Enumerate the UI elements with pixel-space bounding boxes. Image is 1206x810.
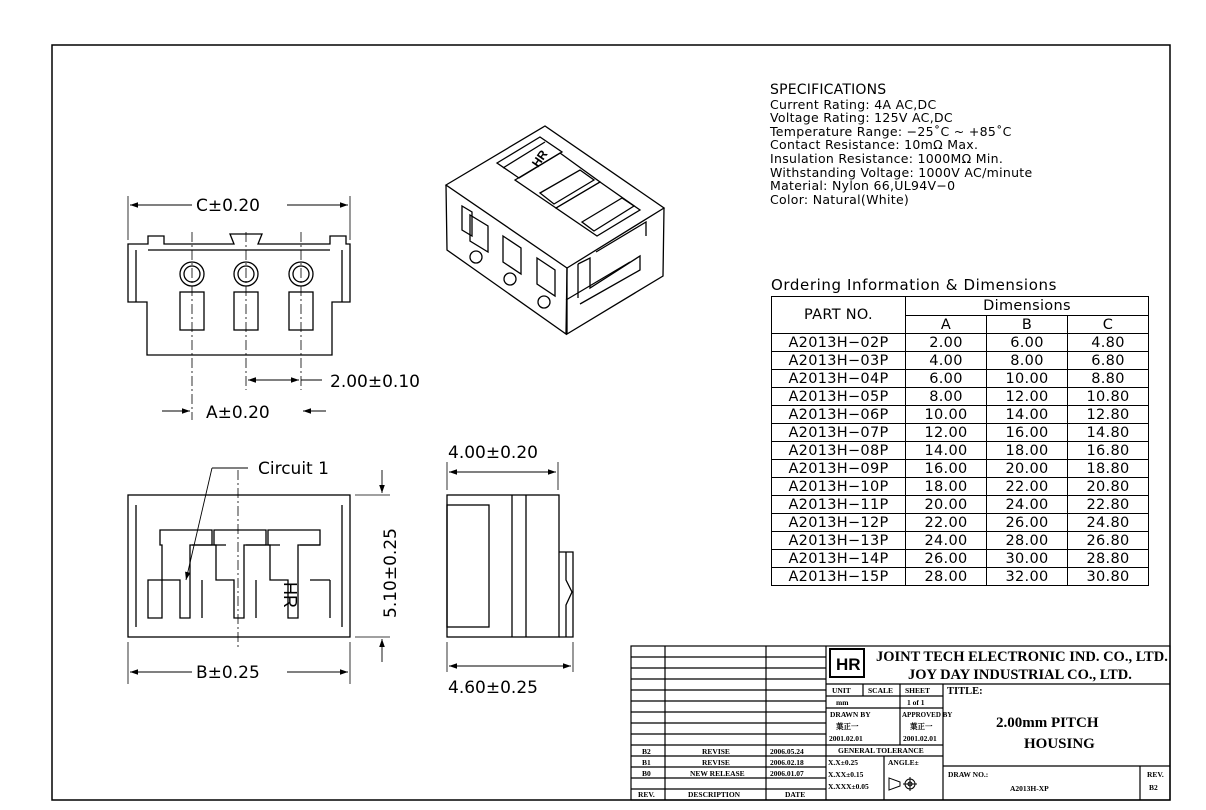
- approved-date: 2001.02.01: [903, 734, 937, 743]
- dim-depth-top: 4.00±0.20: [448, 443, 538, 463]
- scale-label: SCALE: [868, 686, 894, 695]
- dimension-cell: 32.00: [987, 568, 1068, 586]
- table-row: [772, 478, 1149, 496]
- dimension-cell: 30.00: [987, 550, 1068, 568]
- part-number-cell: A2013H−13P: [772, 532, 906, 550]
- dimension-cell: 24.00: [906, 532, 987, 550]
- dimension-cell: 22.80: [1068, 496, 1149, 514]
- dimension-cell: 28.80: [1068, 550, 1149, 568]
- dimension-cell: 22.00: [987, 478, 1068, 496]
- dimension-cell: 20.00: [906, 496, 987, 514]
- dimension-cell: 2.00: [906, 334, 987, 352]
- dimension-cell: 6.80: [1068, 352, 1149, 370]
- drawing-no: A2013H-XP: [1010, 784, 1049, 793]
- dimension-cell: 8.80: [1068, 370, 1149, 388]
- part-number-cell: A2013H−14P: [772, 550, 906, 568]
- dimensions-header: Dimensions: [906, 297, 1149, 316]
- dimension-cell: 12.00: [906, 424, 987, 442]
- part-number-cell: A2013H−09P: [772, 460, 906, 478]
- unit-label: UNIT: [832, 686, 851, 695]
- part-number-cell: A2013H−02P: [772, 334, 906, 352]
- dimension-cell: 28.00: [987, 532, 1068, 550]
- dimension-cell: 6.00: [906, 370, 987, 388]
- dim-a: A±0.20: [206, 403, 270, 423]
- dimension-cell: 14.80: [1068, 424, 1149, 442]
- spec-line: Voltage Rating: 125V AC,DC: [770, 110, 953, 126]
- dimension-cell: 20.00: [987, 460, 1068, 478]
- tolerance-label: GENERAL TOLERANCE: [838, 746, 924, 755]
- drawing-no-label: DRAW NO.:: [948, 770, 989, 779]
- dimension-cell: 8.00: [987, 352, 1068, 370]
- desc-header: DESCRIPTION: [688, 790, 741, 799]
- dimension-cell: 4.00: [906, 352, 987, 370]
- dim-depth-bottom: 4.60±0.25: [448, 678, 538, 698]
- dim-height: 5.10±0.25: [381, 528, 401, 618]
- dimension-cell: 4.80: [1068, 334, 1149, 352]
- iso-hr-mark: HR: [528, 147, 551, 170]
- spec-line: Current Rating: 4A AC,DC: [770, 96, 937, 112]
- spec-line: Color: Natural(White): [770, 191, 910, 207]
- dimension-cell: 16.00: [987, 424, 1068, 442]
- title-label: TITLE:: [947, 686, 983, 697]
- part-number-cell: A2013H−10P: [772, 478, 906, 496]
- drawn-by-label: DRAWN BY: [830, 710, 871, 719]
- approved-by-name: 葉正一: [910, 722, 933, 731]
- table-row: [772, 514, 1149, 532]
- front-view: [128, 196, 350, 420]
- dimension-cell: 18.00: [987, 442, 1068, 460]
- dimension-cell: 24.80: [1068, 514, 1149, 532]
- rev-b0-desc: NEW RELEASE: [690, 769, 745, 778]
- table-row: [772, 532, 1149, 550]
- sheet-value: 1 of 1: [907, 698, 925, 707]
- unit-value: mm: [836, 698, 849, 707]
- dimension-cell: 30.80: [1068, 568, 1149, 586]
- dimension-cell: 10.80: [1068, 388, 1149, 406]
- dimension-cell: 24.00: [987, 496, 1068, 514]
- spec-line: Insulation Resistance: 1000MΩ Min.: [770, 150, 1004, 166]
- title-line-1: 2.00mm PITCH: [996, 715, 1099, 731]
- top-hr-mark: HR: [280, 582, 300, 608]
- dimension-cell: 6.00: [987, 334, 1068, 352]
- rev-b1-code: B1: [642, 758, 651, 767]
- table-row: [772, 388, 1149, 406]
- table-row: [772, 352, 1149, 370]
- dimension-cell: 26.00: [906, 550, 987, 568]
- part-number-cell: A2013H−12P: [772, 514, 906, 532]
- company-name-1: JOINT TECH ELECTRONIC IND. CO., LTD.: [876, 649, 1168, 665]
- specifications-block: [770, 84, 1032, 206]
- rev-label-right: REV.: [1147, 770, 1164, 779]
- part-number-cell: A2013H−03P: [772, 352, 906, 370]
- part-no-header: PART NO.: [772, 297, 906, 334]
- dimension-cell: 26.00: [987, 514, 1068, 532]
- col-c-header: C: [1068, 316, 1149, 334]
- dimensions-table: [771, 296, 1149, 586]
- tolerance-2: X.XX±0.15: [828, 770, 864, 779]
- rev-b1-desc: REVISE: [702, 758, 730, 767]
- date-header: DATE: [785, 790, 806, 799]
- dimension-cell: 18.00: [906, 478, 987, 496]
- spec-line: Material: Nylon 66,UL94V−0: [770, 178, 956, 194]
- title-line-2: HOUSING: [1024, 736, 1095, 752]
- specs-heading: SPECIFICATIONS: [770, 82, 887, 98]
- table-row: [772, 550, 1149, 568]
- dimension-cell: 12.00: [987, 388, 1068, 406]
- rev-b2-date: 2006.05.24: [770, 747, 804, 756]
- sheet-label: SHEET: [905, 686, 931, 695]
- dimension-cell: 20.80: [1068, 478, 1149, 496]
- dimension-cell: 14.00: [906, 442, 987, 460]
- drawn-date: 2001.02.01: [829, 734, 863, 743]
- table-row: [772, 460, 1149, 478]
- col-b-header: B: [987, 316, 1068, 334]
- projection-symbol-icon: [889, 777, 917, 791]
- dimension-cell: 26.80: [1068, 532, 1149, 550]
- rev-b1-date: 2006.02.18: [770, 758, 804, 767]
- dimension-cell: 28.00: [906, 568, 987, 586]
- rev-header: REV.: [638, 790, 655, 799]
- title-logo-icon: HR: [836, 655, 861, 674]
- tolerance-3: X.XXX±0.05: [828, 782, 869, 791]
- dimension-cell: 18.80: [1068, 460, 1149, 478]
- isometric-view: [446, 126, 664, 334]
- top-view: [128, 468, 390, 684]
- dimension-cell: 22.00: [906, 514, 987, 532]
- part-number-cell: A2013H−04P: [772, 370, 906, 388]
- rev-value: B2: [1149, 783, 1158, 792]
- table-row: [772, 334, 1149, 352]
- dimension-cell: 10.00: [987, 370, 1068, 388]
- part-number-cell: A2013H−15P: [772, 568, 906, 586]
- approved-by-label: APPROVED BY: [902, 711, 953, 719]
- dimension-cell: 10.00: [906, 406, 987, 424]
- col-a-header: A: [906, 316, 987, 334]
- part-number-cell: A2013H−11P: [772, 496, 906, 514]
- dim-c: C±0.20: [196, 196, 260, 216]
- dimension-cell: 8.00: [906, 388, 987, 406]
- spec-line: Withstanding Voltage: 1000V AC/minute: [770, 164, 1033, 180]
- rev-b0-code: B0: [642, 769, 651, 778]
- angle-label: ANGLE±: [888, 758, 919, 767]
- part-number-cell: A2013H−05P: [772, 388, 906, 406]
- dimension-cell: 14.00: [987, 406, 1068, 424]
- table-row: [772, 568, 1149, 586]
- drawn-by-name: 葉正一: [836, 722, 859, 731]
- part-number-cell: A2013H−07P: [772, 424, 906, 442]
- tolerance-1: X.X±0.25: [828, 758, 858, 767]
- dim-b: B±0.25: [196, 663, 260, 683]
- rev-b0-date: 2006.01.07: [770, 769, 804, 778]
- rev-b2-desc: REVISE: [702, 747, 730, 756]
- company-name-2: JOY DAY INDUSTRIAL CO., LTD.: [908, 667, 1132, 683]
- rev-b2-code: B2: [642, 747, 651, 756]
- table-row: [772, 424, 1149, 442]
- dimension-cell: 12.80: [1068, 406, 1149, 424]
- table-row: [772, 496, 1149, 514]
- ordering-title: Ordering Information & Dimensions: [771, 276, 1057, 294]
- dimension-cell: 16.00: [906, 460, 987, 478]
- table-row: [772, 406, 1149, 424]
- part-number-cell: A2013H−06P: [772, 406, 906, 424]
- table-row: [772, 442, 1149, 460]
- spec-line: Contact Resistance: 10mΩ Max.: [770, 137, 979, 153]
- table-row: [772, 370, 1149, 388]
- part-number-cell: A2013H−08P: [772, 442, 906, 460]
- dimensions-table-body: [772, 334, 1149, 586]
- dim-circuit: Circuit 1: [258, 459, 329, 479]
- dim-pitch: 2.00±0.10: [330, 372, 420, 392]
- spec-line: Temperature Range: −25˚C ~ +85˚C: [770, 123, 1012, 139]
- dimension-cell: 16.80: [1068, 442, 1149, 460]
- side-view: [447, 462, 573, 672]
